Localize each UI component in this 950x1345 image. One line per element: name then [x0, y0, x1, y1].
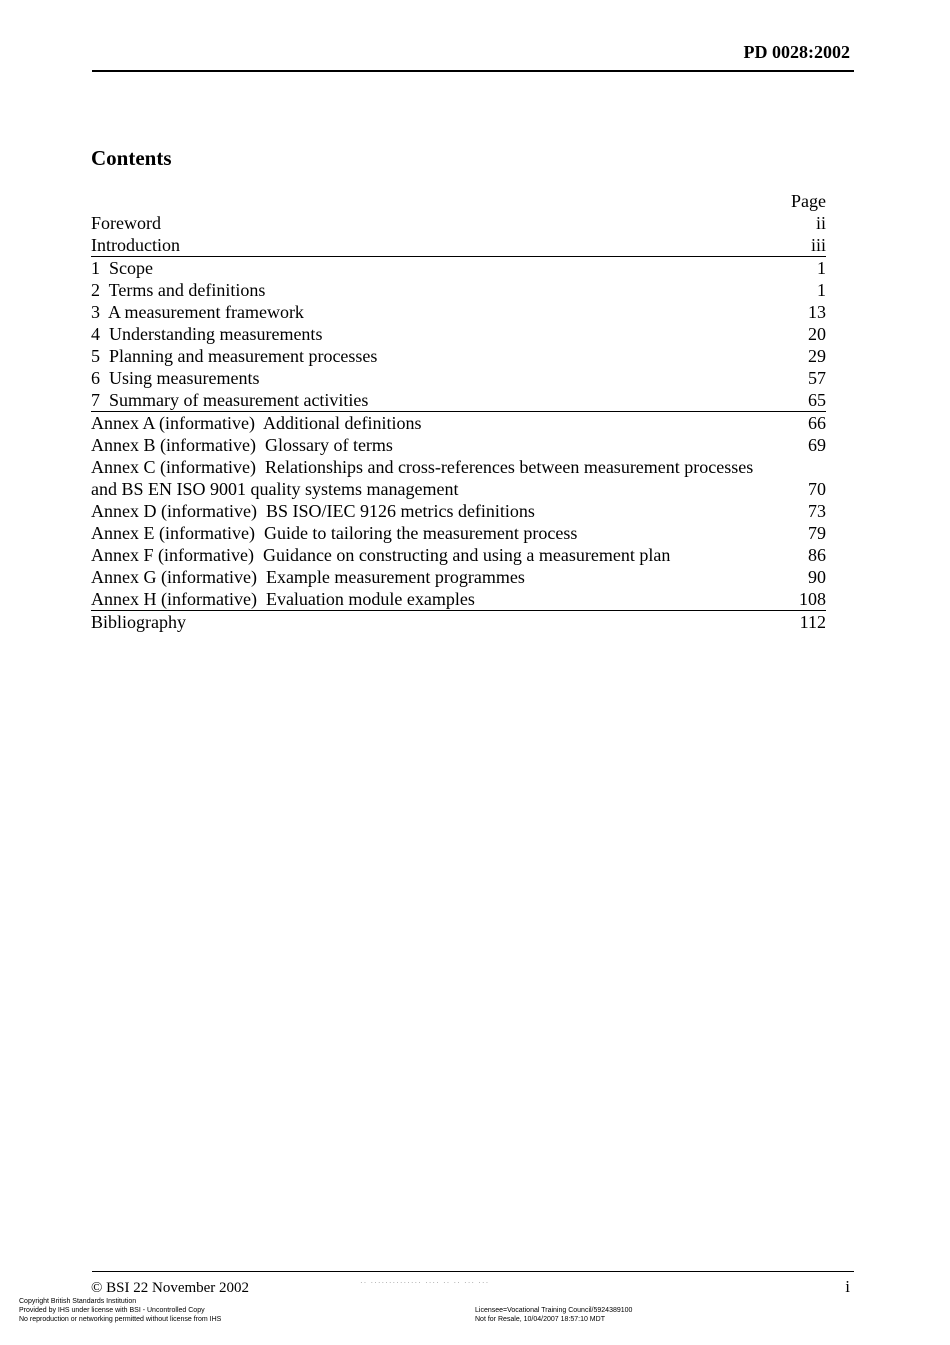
toc-entry-annex-c[interactable]: [91, 456, 826, 478]
toc-entry-page: 86: [808, 545, 826, 565]
footer-rule: [92, 1271, 854, 1272]
toc-entry-clause-6[interactable]: [91, 367, 826, 389]
toc-entry-page: 65: [808, 390, 826, 410]
toc-entry-page: iii: [810, 235, 826, 255]
toc-entry-page: 73: [808, 501, 826, 521]
toc-entry-annex-d[interactable]: [91, 500, 826, 522]
toc-entry-title: Annex A (informative) Additional definitions: [91, 413, 422, 433]
toc-entry-page: 20: [808, 324, 826, 344]
page-column-label: Page: [791, 191, 826, 211]
document-id: PD 0028:2002: [743, 42, 850, 62]
toc-entry-annex-b[interactable]: [91, 434, 826, 456]
toc-entry-title: Annex E (informative) Guide to tailoring the measurement process: [91, 523, 578, 543]
license-line: Licensee=Vocational Training Council/5924389100: [475, 1307, 633, 1314]
toc-entry-title: 3 A measurement framework: [91, 302, 304, 322]
toc-entry-page: 1: [817, 258, 826, 278]
toc-entry-title: and BS EN ISO 9001 quality systems management: [91, 479, 459, 499]
toc-entry-annex-e[interactable]: [91, 522, 826, 544]
toc-entry-page: 112: [799, 612, 826, 632]
license-notice-right: [475, 1306, 632, 1324]
footer-watermark: ·· ·············· ···· ·· ·· ··· ···: [360, 1278, 490, 1287]
license-line: Provided by IHS under license with BSI - Uncontrolled Copy: [19, 1307, 205, 1314]
toc-entry-title: 6 Using measurements: [91, 368, 260, 388]
toc-entry-title: 1 Scope: [91, 258, 153, 278]
footer-copyright: © BSI 22 November 2002: [91, 1280, 250, 1296]
toc-entry-title: Annex H (informative) Evaluation module examples: [91, 589, 475, 609]
contents-title: Contents: [91, 146, 172, 170]
footer-page-number: i: [845, 1277, 850, 1296]
toc-entry-clause-4[interactable]: [91, 323, 826, 345]
toc-entry-clause-3[interactable]: [91, 301, 826, 323]
license-line: Not for Resale, 10/04/2007 18:57:10 MDT: [475, 1316, 605, 1323]
license-notice-left: [19, 1297, 221, 1324]
toc-entry-page: 70: [808, 479, 826, 499]
toc-entry-title: Annex G (informative) Example measurement programmes: [91, 567, 525, 587]
toc-entry-title: 7 Summary of measurement activities: [91, 390, 369, 410]
toc-entry-title: Annex C (informative) Relationships and cross-references between measurement processes: [91, 457, 754, 477]
toc-entry-introduction[interactable]: [91, 234, 826, 256]
toc-entry-clause-7[interactable]: [91, 389, 826, 411]
license-line: Copyright British Standards Institution: [19, 1298, 137, 1305]
toc-entry-title: Annex F (informative) Guidance on constructing and using a measurement plan: [91, 545, 671, 565]
toc-entry-title: 5 Planning and measurement processes: [91, 346, 378, 366]
toc-entry-annex-c-continued[interactable]: [91, 478, 826, 500]
toc-entry-clause-5[interactable]: [91, 345, 826, 367]
license-line: No reproduction or networking permitted without license from IHS: [19, 1316, 222, 1323]
toc-entry-title: Foreword: [91, 213, 161, 233]
toc-entry-title: Introduction: [91, 235, 180, 255]
toc-entry-title: Annex D (informative) BS ISO/IEC 9126 metrics definitions: [91, 501, 535, 521]
table-of-contents: [91, 190, 826, 633]
toc-entry-annex-g[interactable]: [91, 566, 826, 588]
toc-entry-annex-f[interactable]: [91, 544, 826, 566]
toc-entry-page: 108: [799, 589, 826, 609]
toc-entry-page: 79: [808, 523, 826, 543]
toc-entry-page: 69: [808, 435, 826, 455]
toc-entry-title: 2 Terms and definitions: [91, 280, 266, 300]
toc-entry-clause-2[interactable]: [91, 279, 826, 301]
toc-entry-annex-a[interactable]: [91, 412, 826, 434]
toc-entry-page: 29: [808, 346, 826, 366]
header-rule: [92, 70, 854, 72]
toc-entry-title: Annex B (informative) Glossary of terms: [91, 435, 393, 455]
toc-entry-page: 13: [808, 302, 826, 322]
toc-entry-page: 1: [817, 280, 826, 300]
toc-entry-title: 4 Understanding measurements: [91, 324, 323, 344]
toc-entry-page: 66: [808, 413, 826, 433]
toc-entry-page: ii: [815, 213, 826, 233]
toc-entry-bibliography[interactable]: [91, 611, 826, 633]
toc-entry-annex-h[interactable]: [91, 588, 826, 610]
toc-entry-clause-1[interactable]: [91, 257, 826, 279]
toc-entry-title: Bibliography: [91, 612, 186, 632]
toc-entry-foreword[interactable]: [91, 212, 826, 234]
toc-entry-page: 90: [808, 567, 826, 587]
toc-entry-page: 57: [808, 368, 826, 388]
